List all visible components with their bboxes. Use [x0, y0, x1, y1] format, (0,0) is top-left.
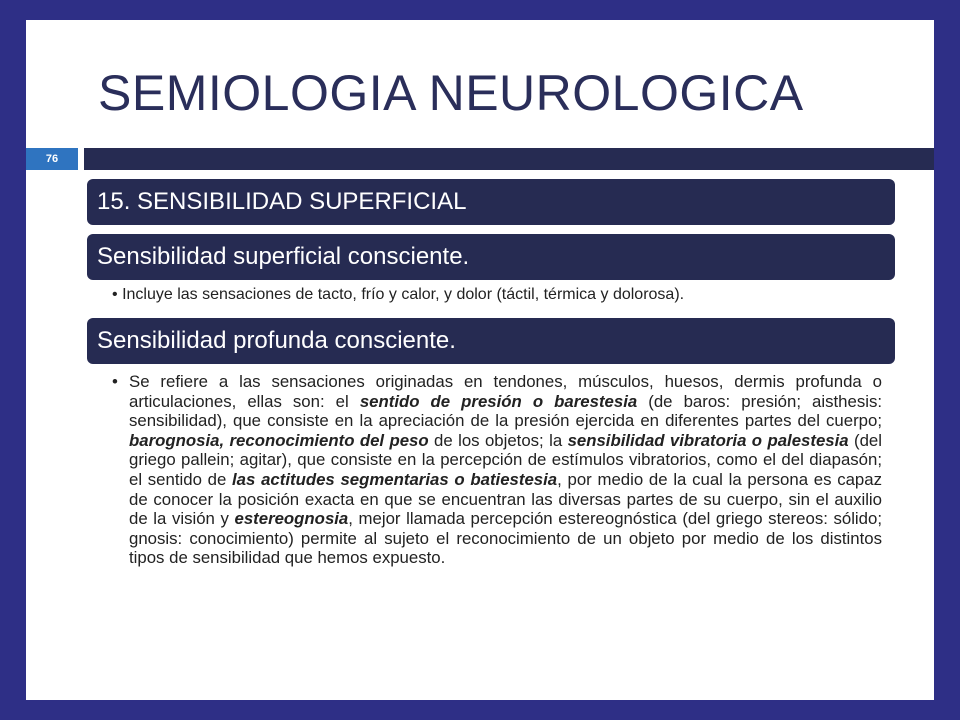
section-header: 15. SENSIBILIDAD SUPERFICIAL	[87, 179, 895, 225]
text-run: de los objetos; la	[428, 430, 568, 450]
slide	[26, 20, 934, 700]
subsection-header-superficial: Sensibilidad superficial consciente.	[87, 234, 895, 280]
bullet-dot: •	[112, 286, 118, 303]
paragraph-text	[129, 372, 882, 568]
term-barognosia: barognosia, reconocimiento del peso	[129, 430, 429, 450]
bullet-text: Incluye las sensaciones de tacto, frío y calor, y dolor (táctil, térmica y dolorosa).	[122, 286, 685, 303]
text-run: (de baros: presión; aisthesis: sensibilidad), que consiste en la apreciación de la presión ejercida en diferentes partes del cuerpo;	[129, 391, 882, 431]
text-run: , mejor llamada percepción estereognóstica (del griego stereos: sólido; gnosis: conocimiento) permite al sujeto el reconocimiento de un objeto por medio de los distintos tipos de sensibilidad que hemos expuesto.	[129, 509, 882, 568]
bullet-dot: •	[112, 372, 118, 391]
text-run: Se refiere a las sensaciones originadas en tendones, músculos, huesos, dermis profunda o articulaciones, ellas son: el	[129, 372, 882, 411]
term-barestesia: sentido de presión o barestesia	[359, 391, 638, 411]
bullet-superficial	[112, 286, 684, 304]
subsection-header-profunda: Sensibilidad profunda consciente.	[87, 318, 895, 364]
term-palestesia: sensibilidad vibratoria o palestesia	[567, 430, 849, 450]
divider-bar	[84, 148, 934, 170]
text-run: (del griego pallein; agitar), que consiste en la percepción de estímulos vibratorios, como el del diapasón; el sentido de	[129, 430, 882, 489]
term-estereognosia: estereognosia	[234, 509, 349, 529]
slide-title: SEMIOLOGIA NEUROLOGICA	[98, 65, 804, 121]
bullet-profunda	[112, 372, 882, 568]
term-batiestesia: las actitudes segmentarias o batiestesia	[232, 469, 558, 489]
slide-number: 76	[26, 148, 78, 170]
text-run: , por medio de la cual la persona es capaz de conocer la posición exacta en que se encuentran las diversas partes de su cuerpo, sin el auxilio de la visión y	[129, 469, 882, 529]
